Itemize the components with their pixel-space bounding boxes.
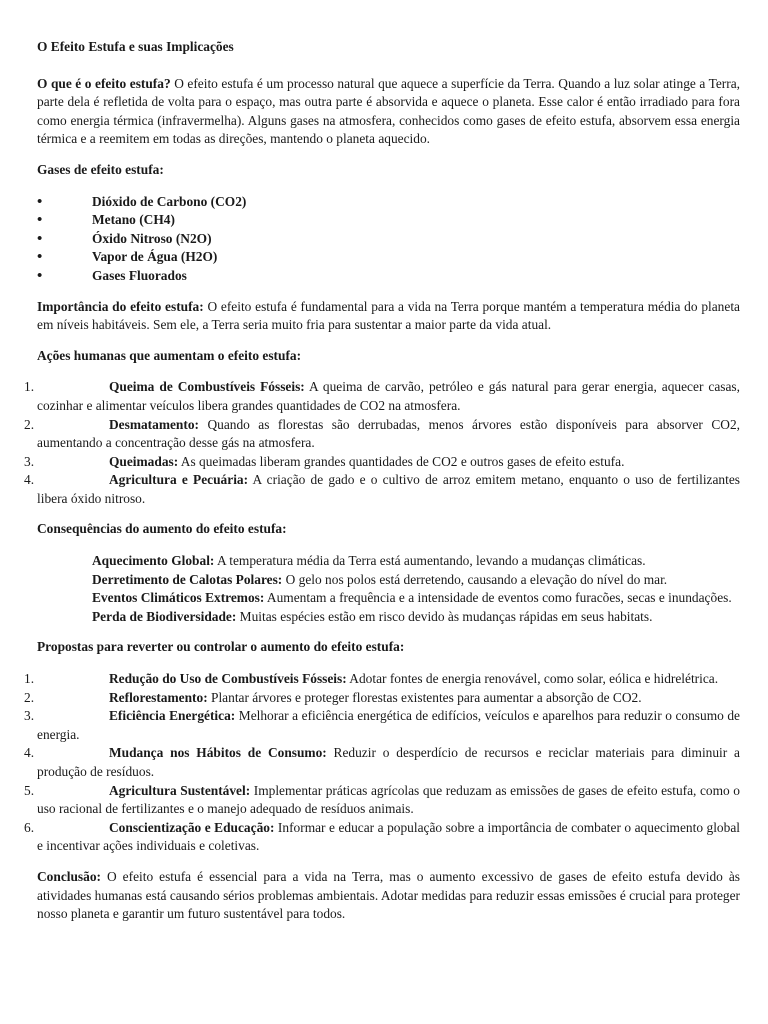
item-label: Queimadas:	[109, 453, 179, 469]
item-label: Queima de Combustíveis Fósseis:	[109, 379, 305, 395]
gas-item-label: Metano (CH4)	[92, 212, 175, 228]
item-text: Muitas espécies estão em risco devido às mudanças rápidas em seus habitats.	[236, 608, 653, 624]
item-text: Aumentam a frequência e a intensidade de eventos como furacões, secas e inundações.	[264, 590, 732, 606]
item-label: Eventos Climáticos Extremos:	[92, 590, 265, 606]
item-text: Implementar práticas agrícolas que reduzam as emissões de gases de efeito estufa, como o uso racional de fertilizantes e o manejo adequado de resíduos animais.	[37, 782, 740, 817]
conclusion-paragraph	[37, 868, 740, 924]
list-item	[37, 211, 740, 230]
importance-label: Importância do efeito estufa:	[37, 298, 204, 314]
gas-item-label: Óxido Nitroso (N2O)	[92, 230, 212, 246]
item-text: Adotar fontes de energia renovável, como solar, eólica e hidrelétrica.	[346, 671, 719, 687]
intro-text: O efeito estufa é um processo natural que aquece a superfície da Terra. Quando a luz solar atinge a Terra, parte dela é refletida de volta para o espaço, mas outra parte é absorvida e aquece o planeta. Esse calor é então irradiado para fora como energia térmica (infravermelha). Alguns gases na atmosfera, conhecidos como gases de efeito estufa, absorvem essa energia térmica e a reemitem em todas as direções, mantendo o planeta aquecido.	[37, 75, 741, 147]
item-label: Eficiência Energética:	[109, 708, 236, 724]
list-number: 3.	[24, 708, 35, 724]
list-item	[24, 670, 740, 689]
item-label: Conscientização e Educação:	[109, 819, 275, 835]
consequences-list	[37, 552, 740, 626]
gas-item-label: Dióxido de Carbono (CO2)	[92, 193, 247, 209]
list-item	[24, 689, 740, 708]
item-label: Reflorestamento:	[109, 689, 208, 705]
list-item	[24, 453, 740, 472]
list-item	[24, 471, 740, 508]
list-item	[24, 378, 740, 415]
conclusion-label: Conclusão:	[37, 868, 101, 884]
intro-paragraph	[37, 75, 740, 149]
gas-item-label: Vapor de Água (H2O)	[92, 249, 218, 265]
list-number: 4.	[24, 472, 35, 488]
item-label: Desmatamento:	[109, 416, 199, 432]
proposals-heading: Propostas para reverter ou controlar o aumento do efeito estufa:	[37, 639, 405, 655]
gases-heading: Gases de efeito estufa:	[37, 161, 164, 177]
importance-text: O efeito estufa é fundamental para a vida na Terra porque mantém a temperatura média do planeta em níveis habitáveis. Sem ele, a Terra seria muito fria para sustentar a maior parte da vida atual.	[37, 298, 740, 333]
item-text: Quando as florestas são derrubadas, menos árvores estão disponíveis para absorver CO2, aumentando a concentração desse gás na atmosfera.	[37, 416, 740, 451]
item-label: Redução do Uso de Combustíveis Fósseis:	[109, 671, 347, 687]
proposals-list	[24, 670, 740, 856]
importance-paragraph	[37, 298, 740, 335]
list-item	[37, 230, 740, 249]
gas-item-label: Gases Fluorados	[92, 267, 187, 283]
item-label: Mudança nos Hábitos de Consumo:	[109, 745, 327, 761]
list-item	[24, 416, 740, 453]
item-label: Derretimento de Calotas Polares:	[92, 571, 283, 587]
human-actions-heading: Ações humanas que aumentam o efeito estufa:	[37, 347, 302, 363]
list-number: 4.	[24, 745, 35, 761]
item-label: Agricultura e Pecuária:	[109, 472, 249, 488]
item-text: A queima de carvão, petróleo e gás natural para gerar energia, aquecer casas, cozinhar e alimentar veículos libera grandes quantidades de CO2 na atmosfera.	[37, 379, 740, 413]
gases-list	[37, 193, 740, 286]
item-label: Agricultura Sustentável:	[109, 782, 251, 798]
list-item	[24, 707, 740, 744]
list-item	[37, 608, 740, 627]
list-item	[37, 267, 740, 286]
item-label: Aquecimento Global:	[92, 553, 215, 569]
list-item	[24, 744, 740, 781]
item-text: A temperatura média da Terra está aumentando, levando a mudanças climáticas.	[214, 553, 646, 569]
consequences-heading: Consequências do aumento do efeito estufa:	[37, 521, 287, 537]
item-text: A criação de gado e o cultivo de arroz emitem metano, enquanto o uso de fertilizantes libera óxido nitroso.	[37, 472, 740, 506]
list-number: 1.	[24, 379, 35, 395]
list-number: 5.	[24, 782, 35, 798]
list-item	[37, 589, 740, 608]
list-item	[37, 552, 740, 571]
list-item	[37, 193, 740, 212]
list-number: 2.	[24, 416, 35, 432]
list-item	[37, 571, 740, 590]
document-title: O Efeito Estufa e suas Implicações	[37, 39, 234, 54]
list-number: 1.	[24, 671, 35, 687]
list-item	[37, 248, 740, 267]
intro-label: O que é o efeito estufa?	[37, 75, 171, 91]
item-text: Melhorar a eficiência energética de edifícios, veículos e aparelhos para reduzir o consumo de energia.	[37, 708, 740, 742]
item-label: Perda de Biodiversidade:	[92, 608, 237, 624]
list-number: 2.	[24, 689, 35, 705]
item-text: As queimadas liberam grandes quantidades de CO2 e outros gases de efeito estufa.	[178, 453, 625, 469]
conclusion-text: O efeito estufa é essencial para a vida na Terra, mas o aumento excessivo de gases de efeito estufa devido às atividades humanas está causando sérios problemas ambientais. Adotar medidas para reduzir essas emissões é crucial para proteger nosso planeta e garantir um futuro sustentável para todos.	[37, 868, 740, 922]
item-text: Plantar árvores e proteger florestas existentes para aumentar a absorção de CO2.	[207, 689, 642, 705]
item-text: Reduzir o desperdício de recursos e reciclar materiais para diminuir a produção de resíduos.	[37, 745, 740, 779]
list-item	[24, 819, 740, 856]
item-text: O gelo nos polos está derretendo, causando a elevação do nível do mar.	[282, 571, 668, 587]
human-actions-list	[24, 378, 740, 508]
list-number: 6.	[24, 819, 35, 835]
item-text: Informar e educar a população sobre a importância de combater o aquecimento global e incentivar ações individuais e coletivas.	[37, 819, 740, 854]
list-item	[24, 782, 740, 819]
list-number: 3.	[24, 453, 35, 469]
